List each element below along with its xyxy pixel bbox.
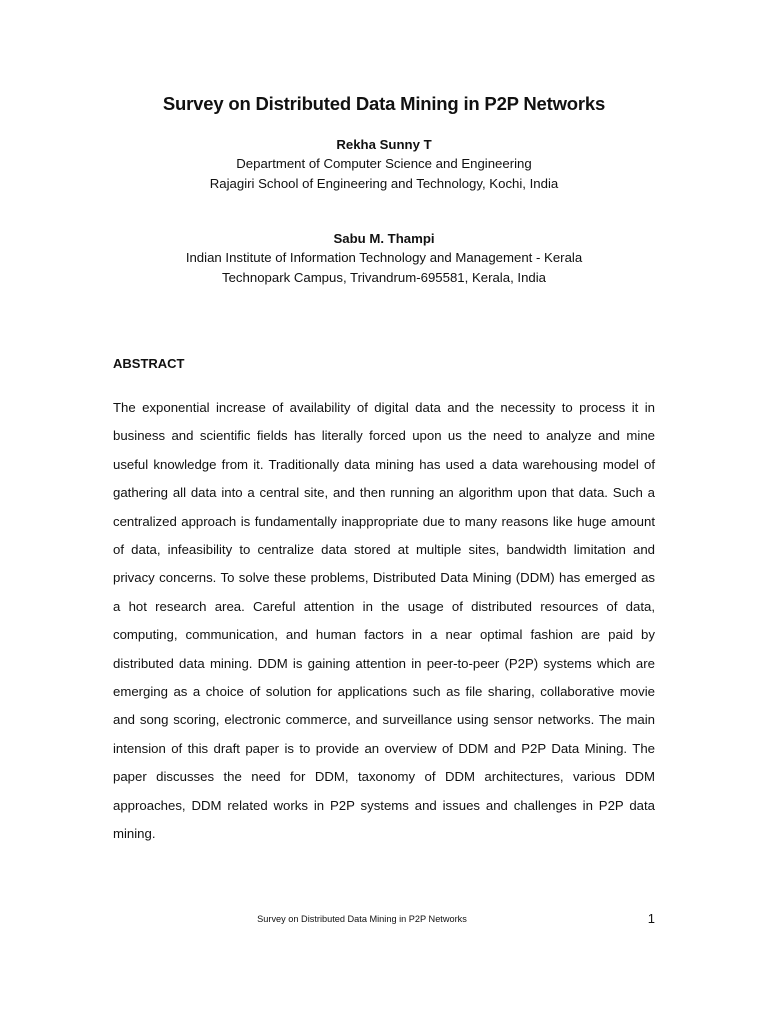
- abstract-heading: ABSTRACT: [113, 356, 185, 371]
- page-number: 1: [647, 911, 655, 926]
- author-affiliation-line: Indian Institute of Information Technology and Management - Kerala: [185, 250, 583, 265]
- author-name: Sabu M. Thampi: [333, 231, 435, 246]
- author-affiliation-line: Rajagiri School of Engineering and Technology, Kochi, India: [209, 176, 559, 191]
- author-affiliation-line: Department of Computer Science and Engineering: [236, 156, 532, 171]
- paper-title: Survey on Distributed Data Mining in P2P Networks: [162, 93, 606, 114]
- author-affiliation-line: Technopark Campus, Trivandrum-695581, Kerala, India: [222, 270, 546, 285]
- abstract-text: The exponential increase of availability of digital data and the necessity to process it in business and scientific fields has literally forced upon us the need to analyze and mine useful knowledge from it. Traditionally data mining has used a data warehousing model of gathering all data into a central site, and then running an algorithm upon that data. Such a centralized approach is fundamentally inappropriate due to many reasons like huge amount of data, infeasibility to centralize data stored at multiple sites, bandwidth limitation and privacy concerns. To solve these problems, Distributed Data Mining (DDM) has emerged as a hot research area. Careful attention in the usage of distributed resources of data, computing, communication, and human factors in a near optimal fashion are paid by distributed data mining. DDM is gaining attention in peer-to-peer (P2P) systems which are emerging as a choice of solution for applications such as file sharing, collaborative movie and song scoring, electronic commerce, and surveillance using sensor networks. The main intension of this draft paper is to provide an overview of DDM and P2P Data Mining. The paper discusses the need for DDM, taxonomy of DDM architectures, various DDM approaches, DDM related works in P2P systems and issues and challenges in P2P data mining.: [113, 400, 655, 842]
- footer-running-title: Survey on Distributed Data Mining in P2P Networks: [257, 914, 467, 924]
- author-name: Rekha Sunny T: [336, 137, 432, 152]
